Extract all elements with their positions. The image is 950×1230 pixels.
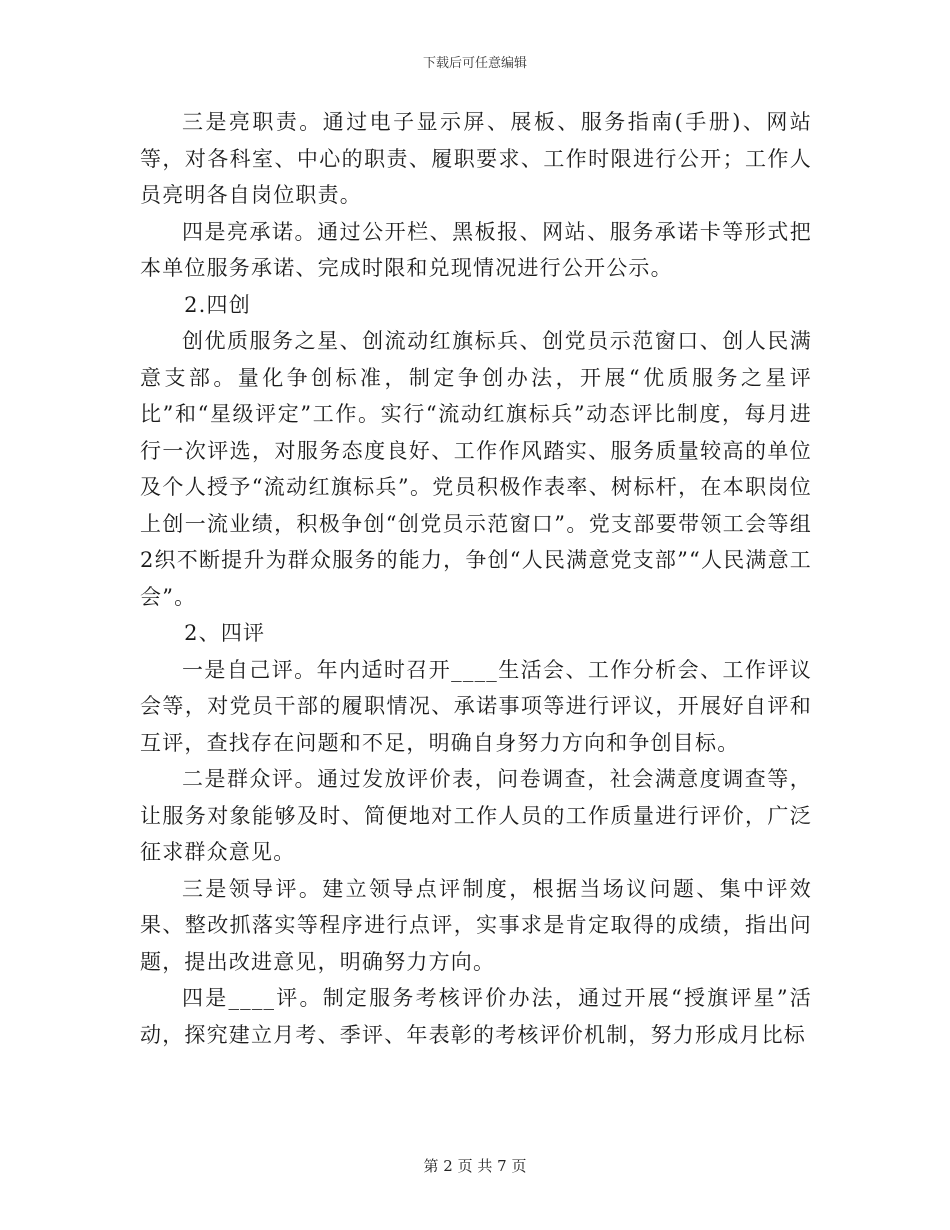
section-heading-four-evaluate: 2、四评 [184, 621, 266, 645]
page-header-note: 下载后可任意编辑 [422, 56, 527, 71]
section-heading-four-create: 2.四创 [184, 292, 251, 317]
paragraph-four-create: 创优质服务之星、创流动红旗标兵、创党员示范窗口、创人民满意支部。量化争创标准，制定争创办法，开展“优质服务之星评比”和“星级评定”工作。实行“流动红旗标兵”动态评比制度，每月进行一次评选，对服务态度良好、工作作风踏实、服务质量较高的单位及个人授予“流动红旗标兵”。党员积极作表率、树标杆，在本职岗位上创一流业绩，积极争创“创党员示范窗口”。党支部要带领工会等组2织不断提升为群众服务的能力，争创“人民满意党支部”“人民满意工会”。 [140, 329, 812, 609]
paragraph-duties: 三是亮职责。通过电子显示屏、展板、服务指南(手册)、网站等，对各科室、中心的职责、履职要求、工作时限进行公开；工作人员亮明各自岗位职责。 [140, 110, 812, 207]
paragraph-leader-evaluation: 三是领导评。建立领导点评制度，根据当场议问题、集中评效果、整改抓落实等程序进行点评，实事求是肯定取得的成绩，指出问题，提出改进意见，明确努力方向。 [140, 876, 812, 974]
page-number: 第 2 页 共 7 页 [423, 1157, 527, 1175]
paragraph-self-evaluation: 一是自己评。年内适时召开____生活会、工作分析会、工作评议会等，对党员干部的履职情况、承诺事项等进行评议，开展好自评和互评，查找存在问题和不足，明确自身努力方向和争创目标。 [140, 657, 812, 755]
paragraph-public-evaluation: 二是群众评。通过发放评价表，问卷调查，社会满意度调查等，让服务对象能够及时、简便地对工作人员的工作质量进行评价，广泛征求群众意见。 [140, 767, 812, 864]
paragraph-fourth-evaluation: 四是____评。制定服务考核评价办法，通过开展“授旗评星”活动，探究建立月考、季评、年表彰的考核评价机制，努力形成月比标 [140, 986, 812, 1047]
document-body [140, 104, 812, 1053]
paragraph-commitment: 四是亮承诺。通过公开栏、黑板报、网站、服务承诺卡等形式把本单位服务承诺、完成时限和兑现情况进行公开公示。 [140, 219, 812, 280]
